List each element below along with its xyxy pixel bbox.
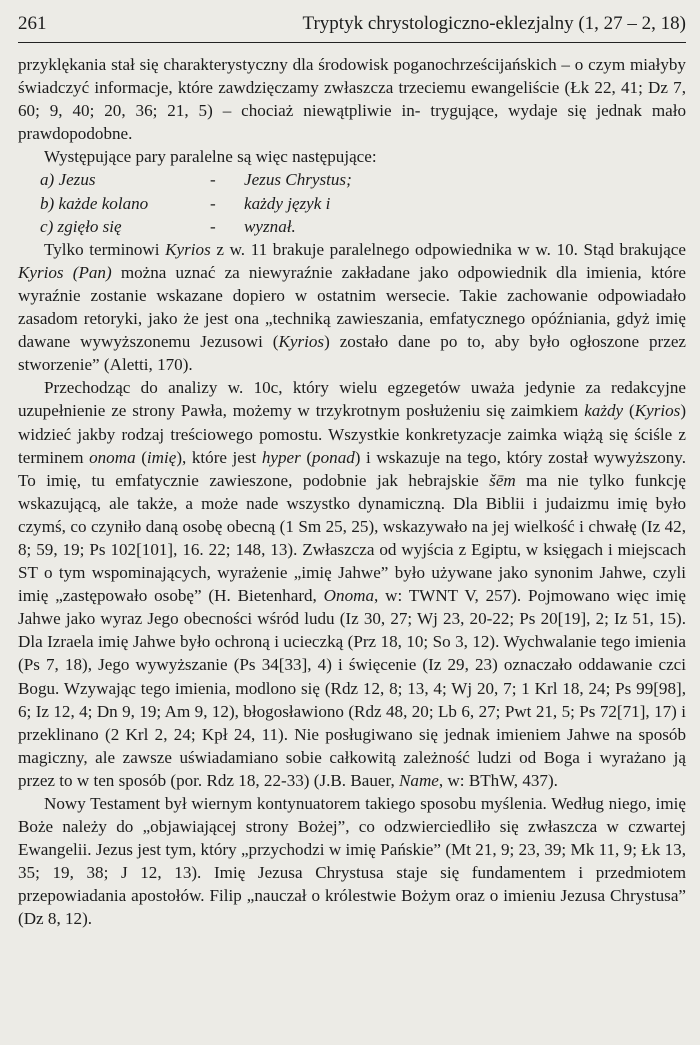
pair-right: każdy język i <box>244 193 331 213</box>
intro-paragraph <box>18 53 686 145</box>
italic-term: onoma <box>89 447 136 467</box>
parallel-pairs <box>40 168 686 237</box>
text-run: ) widzieć jakby rodzaj treściowego pomostu. Wszystkie konkretyzacje zaimka wiążą się ściśle z terminem <box>18 401 687 467</box>
pair-row <box>40 168 686 191</box>
body-text <box>18 53 686 168</box>
text-run: , w: BThW, 437). <box>438 770 558 790</box>
pair-right: wyznał. <box>244 216 296 236</box>
italic-term: Kyrios <box>278 332 325 352</box>
pair-row <box>40 215 686 238</box>
italic-term: Kyrios <box>165 239 211 259</box>
intro-line: przyklękania stał się charakterystyczny dla środowisk poganochrześcijańskich – <box>18 55 570 74</box>
text-run: ma nie tylko funkcję wskazującą, ale także, a może nade wszystko dynamiczną. Dla Biblii i judaizmu imię było czymś, co czyniło daną osobę obecną (1 Sm 25, 25), wskazywało na jej wielkość i chwałę (Iz 42, 8; 59, 19; Ps 102[101], 16. 22; 148, 13). Zwłaszcza od wyjścia z Egiptu, w księgach i miejscach ST o tym wspominających, wyrażenie „imię Jahwe” było używane jako synonim Jahwe, czyli imię „zastępowało osobę” (H. Bietenhard, <box>18 470 686 606</box>
text-run: ), które jest <box>176 447 262 467</box>
text-run: Tylko terminowi <box>44 239 166 259</box>
pair-row <box>40 192 686 215</box>
pair-dash: - <box>210 193 216 213</box>
italic-term: imię <box>146 447 177 467</box>
italic-term: Kyrios <box>634 401 681 421</box>
text-run: z w. 11 brakuje paralelnego odpowiednika w w. 10. Stąd brakujące <box>210 239 686 259</box>
page-header <box>18 12 686 43</box>
italic-term: šēm <box>489 470 516 490</box>
text-run: ) zostało dane po to, aby było ogłoszone przez stworzenie” (Aletti, 170). <box>18 332 686 375</box>
italic-term: każdy <box>584 401 624 421</box>
pair-dash: - <box>210 170 216 190</box>
running-title: Tryptyk chrystologiczno-eklezjalny (1, 27 – 2, 18) <box>302 13 686 34</box>
pair-dash: - <box>210 216 216 236</box>
paragraph-onoma <box>18 376 686 792</box>
text-run: można uznać za niewyraźnie zakładane jako odpowiednik dla imienia, które wyraźnie zostanie wskazane dopiero w ostatnim wersecie. Takie zachowanie odpowiadało zasadom retoryki, jako że jest ona „techniką zawieszania, emfatycznego opóźniania, gdyż imię dawane wywyższonemu Jezusowi ( <box>18 262 686 352</box>
text-run: ) i wskazuje na tego, który został wywyższony. To imię, tu emfatycznie zawieszone, podobnie jak hebrajskie <box>18 447 686 490</box>
intro-line: ewangeliście (Łk 22, 41; Dz 7, 60; 9, 40; 20, 36; 21, 5) – chociaż niewątpliwie in- <box>18 78 686 121</box>
intro-line: trygujące, wydaje się jednak mało prawdopodobne. <box>18 101 686 144</box>
pair-left: c) zgięło się <box>40 216 122 236</box>
italic-term: Name <box>399 770 439 790</box>
pair-left: a) Jezus <box>40 170 96 190</box>
text-run: Przechodząc do analizy w. 10c, który wielu egzegetów uważa jedynie za redakcyjne uzupełnienie ze strony Pawła, możemy w trzykrotnym posłużeniu się zaimkiem <box>18 378 686 421</box>
pair-left: b) każde kolano <box>40 193 149 213</box>
pairs-intro: Występujące pary paralelne są więc następujące: <box>44 147 377 167</box>
pair-right: Jezus Chrystus; <box>244 170 352 190</box>
body-text-main <box>18 238 686 931</box>
text-run: , w: TWNT V, 257). Pojmowano więc imię Jahwe jako wyraz Jego obecności wśród ludu (Iz 30, 27; Wj 23, 20-22; Ps 20[19], 2; Iz 51, 15). Dla Izraela imię Jahwe było ochroną i ucieczką (Prz 18, 10; So 3, 12). Wychwalanie tego imienia (Ps 7, 18), Jego wywyższanie (Ps 34[33], 4) i święcenie (Iz 29, 23) oznaczało oddawanie czci Bogu. Wzywając tego imienia, modlono się (Rdz 12, 8; 13, 4; Wj 20, 7; 1 Krl 18, 24; Ps 99[98], 6; Iz 12, 4; Dn 9, 19; Am 9, 12), błogosławiono (Rdz 48, 20; Lb 6, 27; Pwt 21, 5; Ps 72[71], 17) i przeklinano (2 Krl 2, 24; Kpł 24, 11). Nie posługiwano się jednak imieniem Jahwe na sposób magiczny, ale zawsze uświadamiano sobie całkowitą zależność ludzi od Boga i wyrażano ją przez to w ten sposób (por. Rdz 18, 22-33) (J.B. Bauer, <box>18 586 686 790</box>
text-run: ( <box>300 447 313 467</box>
italic-term: hyper <box>261 447 301 467</box>
italic-term: Kyrios (Pan) <box>18 262 112 282</box>
text-run: ( <box>135 447 147 467</box>
page-number: 261 <box>18 13 47 34</box>
italic-term: ponad <box>312 447 355 467</box>
paragraph-kyrios <box>18 238 686 377</box>
text-run: ( <box>623 401 635 421</box>
italic-term: Onoma <box>323 586 375 606</box>
intro-line: o czym miałyby świadczyć informacje, które zawdzięczamy zwłaszcza trzeciemu <box>18 55 686 98</box>
paragraph-new-testament: Nowy Testament był wiernym kontynuatorem takiego sposobu myślenia. Według niego, imię Boże należy do „objawiającej strony Bożej”, co odzwierciedliło się zwłaszcza w czwartej Ewangelii. Jezus jest tym, który „przychodzi w imię Pańskie” (Mt 21, 9; 23, 39; Mk 11, 9; Łk 13, 35; 19, 38; J 12, 13). Imię Jezusa Chrystusa staje się fundamentem i przedmiotem przepowiadania apostołów. Filip „nauczał o królestwie Bożym oraz o imieniu Jezusa Chrystusa” (Dz 8, 12). <box>18 794 686 929</box>
